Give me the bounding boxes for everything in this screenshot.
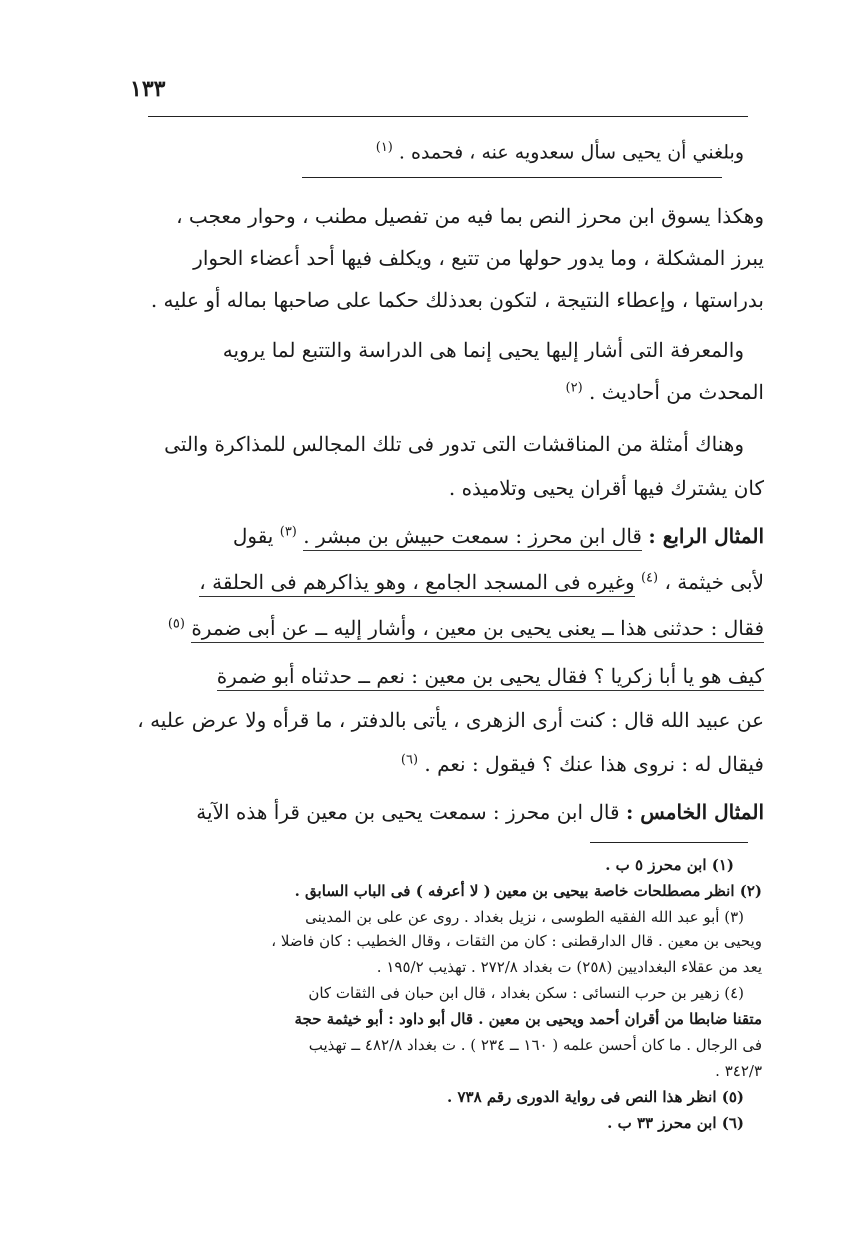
quote-text: وبلغني أن يحيى سأل سعدويه عنه ، فحمده . (398, 141, 744, 164)
quote-ref: (١) (375, 140, 393, 155)
example4-line1-text: قال ابن محرز : سمعت حبيش بن مبشر . (303, 524, 642, 551)
example4-line2 (199, 570, 764, 594)
footnote-5: (٥) انظر هذا النص فى رواية الدورى رقم ٧٣٨ . (447, 1088, 744, 1106)
page-number: ١٣٣ (130, 76, 166, 102)
paragraph1-line3: بدراستها ، وإعطاء النتيجة ، لتكون بعدذلك حكما على صاحبها بماله أو عليه . (150, 288, 764, 312)
example4-line6-text: فيقال له : نروى هذا عنك ؟ فيقول : نعم . (424, 752, 764, 776)
paragraph2-line2-text: المحدث من أحاديث . (589, 380, 764, 404)
paragraph1-line2: يبرز المشكلة ، وما يدور حولها من تتبع ، ويكلف فيها أحد أعضاء الحوار (193, 246, 764, 270)
paragraph2-line2 (566, 380, 764, 404)
footnote-4-line3: فى الرجال . ما كان أحسن علمه ( ١٦٠ ــ ٢٣٤ ) . ت بغداد ٤٨٢/٨ ــ تهذيب (308, 1036, 762, 1054)
footnote-4-line4: ٣٤٢/٣ . (715, 1062, 762, 1080)
header-rule (148, 116, 748, 117)
example4-line2-start: لأبى خيثمة ، (664, 570, 764, 594)
example4-label: المثال الرابع : (648, 524, 764, 548)
footnote-4-line1: (٤) زهير بن حرب النسائى : سكن بغداد ، قال ابن حبان فى الثقات كان (308, 984, 744, 1002)
example4-ref6: (٦) (400, 752, 419, 768)
example4-ref4: (٤) (640, 570, 659, 586)
example4-line1-end: يقول (232, 524, 274, 548)
paragraph2-line1: والمعرفة التى أشار إليها يحيى إنما هى الدراسة والتتبع لما يرويه (222, 338, 744, 362)
paragraph3-line1: وهناك أمثلة من المناقشات التى تدور فى تلك المجالس للمذاكرة والتى (164, 432, 744, 456)
paragraph3-line2: كان يشترك فيها أقران يحيى وتلاميذه . (448, 476, 764, 500)
example4-line3-text: فقال : حدثنى هذا ــ يعنى يحيى بن معين ، وأشار إليه ــ عن أبى ضمرة (191, 616, 764, 643)
footnote-3-line2: ويحيى بن معين . قال الدارقطنى : كان من الثقات ، وقال الخطيب : كان فاضلا ، (271, 932, 762, 950)
example4-line3 (168, 616, 764, 640)
footnote-rule (590, 842, 748, 843)
example5-label: المثال الخامس : (625, 800, 764, 824)
footnote-4-line2: متقنا ضابطا من أقران أحمد ويحيى بن معين . قال أبو داود : أبو خيثمة حجة (294, 1010, 762, 1028)
example4-line6 (401, 752, 764, 776)
example4-line4 (217, 664, 764, 688)
quote-rule (302, 177, 722, 178)
example4-ref5: (٥) (167, 616, 185, 632)
example5-text: قال ابن محرز : سمعت يحيى بن معين قرأ هذه الآية (196, 800, 620, 824)
paragraph2-ref: (٢) (565, 380, 583, 396)
footnote-3-line3: يعد من عقلاء البغداديين (٢٥٨) ت بغداد ٢٧٢/٨ . تهذيب ١٩٥/٢ . (376, 958, 762, 976)
footnote-3-line1: (٣) أبو عبد الله الفقيه الطوسى ، نزيل بغداد . روى عن على بن المدينى (305, 908, 744, 926)
example4-line2-end: وغيره فى المسجد الجامع ، وهو يذاكرهم فى الحلقة ، (199, 570, 634, 597)
footnote-6: (٦) ابن محرز ٣٣ ب . (607, 1114, 744, 1132)
footnote-1: (١) ابن محرز ٥ ب . (605, 856, 734, 874)
example4-line5: عن عبيد الله قال : كنت أرى الزهرى ، يأتى بالدفتر ، ما قرأه ولا عرض عليه ، (137, 708, 764, 732)
paragraph1-line1: وهكذا يسوق ابن محرز النص بما فيه من تفصيل مطنب ، وحوار معجب ، (176, 204, 764, 228)
footnote-2: (٢) انظر مصطلحات خاصة بيحيى بن معين ( لا أعرفه ) فى الباب السابق . (294, 882, 762, 900)
example4-ref3: (٣) (279, 524, 297, 540)
example5-line (196, 800, 764, 824)
quote-line (376, 140, 744, 163)
example4-line4-text: كيف هو يا أبا زكريا ؟ فقال يحيى بن معين : نعم ــ حدثناه أبو ضمرة (217, 664, 764, 691)
example4-line1 (233, 524, 764, 548)
